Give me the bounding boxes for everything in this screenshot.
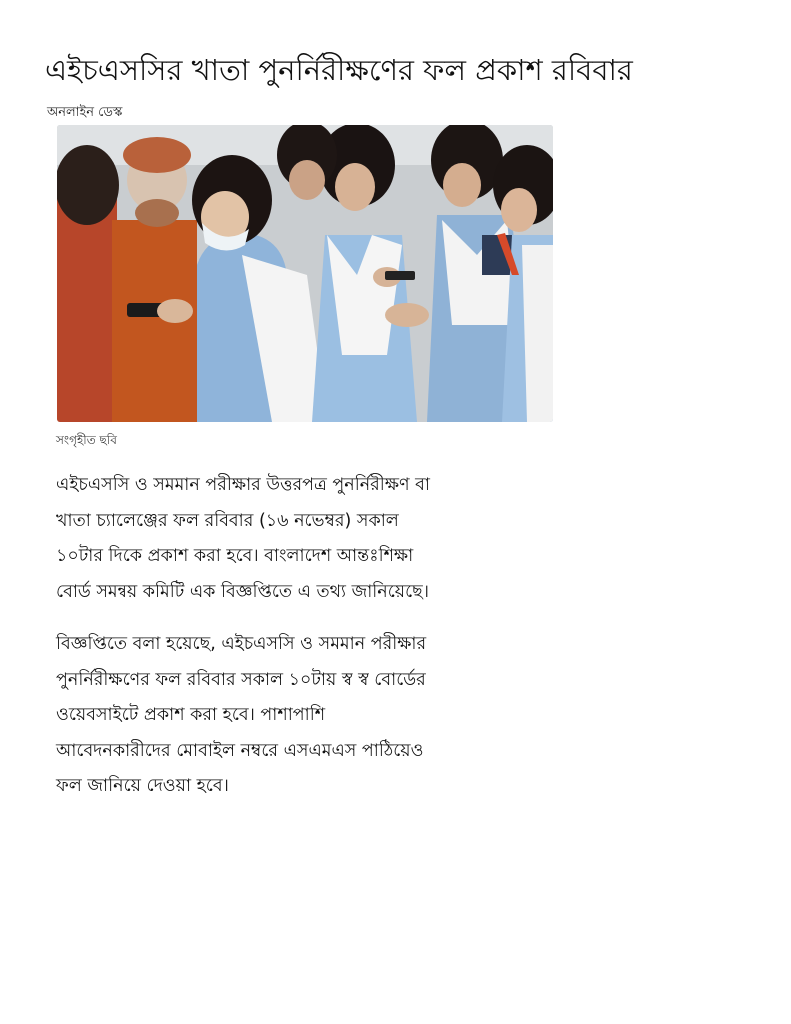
article-photo [57, 125, 553, 422]
article-paragraph: এইচএসসি ও সমমান পরীক্ষার উত্তরপত্র পুনর্নিরীক্ষণ বা খাতা চ্যালেঞ্জের ফল রবিবার (১৬ নভেম্বর) সকাল ১০টার দিকে প্রকাশ করা হবে। বাংলাদেশ আন্তঃশিক্ষা বোর্ড সমন্বয় কমিটি এক বিজ্ঞপ্তিতে এ তথ্য জানিয়েছে। [56, 475, 430, 602]
students-checking-phones-photo [57, 125, 553, 422]
photo-caption: সংগৃহীত ছবি [56, 433, 117, 447]
article-byline: অনলাইন ডেস্ক [47, 105, 123, 120]
article-body [56, 468, 436, 822]
article-paragraph: বিজ্ঞপ্তিতে বলা হয়েছে, এইচএসসি ও সমমান পরীক্ষার পুনর্নিরীক্ষণের ফল রবিবার সকাল ১০টায় স্ব স্ব বোর্ডের ওয়েবসাইটে প্রকাশ করা হবে। পাশাপাশি আবেদনকারীদের মোবাইল নম্বরে এসএমএস পাঠিয়েও ফল জানিয়ে দেওয়া হবে। [56, 634, 427, 796]
article-headline: এইচএসসির খাতা পুনর্নিরীক্ষণের ফল প্রকাশ রবিবার [45, 53, 633, 87]
